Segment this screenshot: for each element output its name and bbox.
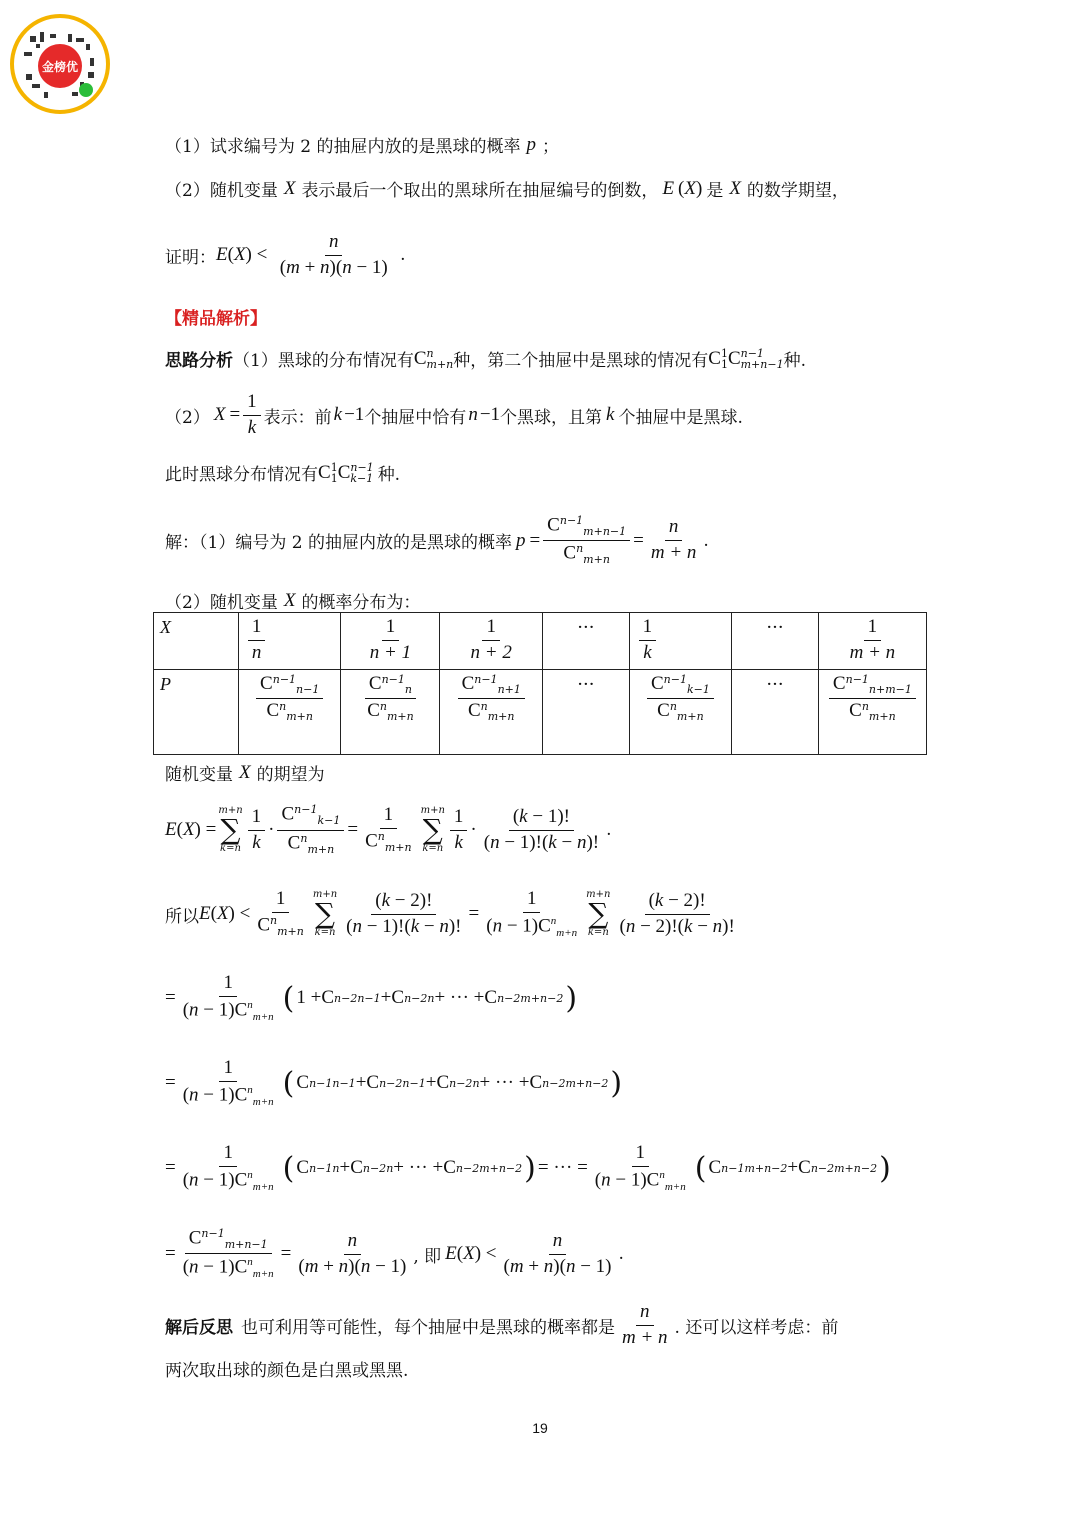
question-1: （1）试求编号为 2 的抽屉内放的是黑球的概率 p ； (165, 133, 559, 157)
table-header-x: X (154, 613, 239, 670)
logo-icon (10, 14, 110, 114)
equation-step-2: = $\frac{1}{(n - 1)C^n_{m+n}}$ ( 1 + C n−2 n−1 + C n−2 n + ··· + C n−2 m+n−2 ) (165, 971, 578, 1023)
table-cell: $\frac{C^{n-1}_{n-1}}{C^n_{m+n}}$ (238, 670, 341, 755)
analysis-line-2: （2） X = $\frac{1}{k}$ 表示：前 k −1 个抽屉中恰有 n −1 个黑球，且第 k 个抽屉中是黑球. (165, 391, 743, 438)
table-row-x (154, 613, 927, 670)
equation-bound-1: 所以 E ( X ) < $\frac{1}{C^n_{m+n}}$ m+n ∑ k=n $\frac{(k - 2)!}{(n - 1)!(k - n)!}$ = $\frac{1}{(n - 1)C^n_{m+n}}$ m+n ∑ k=n $\frac{(k - 2)!}{(n - 2)!(k - n)!}$ (165, 887, 735, 939)
proof-statement: 证明： E(X) < $\frac{n}{(m + n)(n - 1)}$ . (165, 231, 406, 278)
equation-expectation: E ( X ) = m+n ∑ k=n $\frac{1}{k}$ · $\frac{C^{n-1}_{k-1}}{C^n_{m+n}}$ = $\frac{1}{C^n_{m+n}}$ m+n ∑ k=n $\frac{1}{k}$ · $\frac{(k - 1)!}{(n - 1)!(k - n)!}$ . (165, 803, 612, 856)
equation-final: = $\frac{C^{n-1}_{m+n-1}}{(n - 1)C^n_{m+n}}$ = $\frac{n}{(m + n)(n - 1)}$ , 即 E ( X ) < $\frac{n}{(m + n)(n - 1)}$ . (165, 1226, 624, 1281)
table-cell: $\frac{C^{n-1}_{n+m-1}}{C^n_{m+n}}$ (818, 670, 926, 755)
question-2: （2）随机变量 X 表示最后一个取出的黑球所在抽屉编号的倒数， E ( X ) 是 X 的数学期望， (165, 177, 849, 201)
equation-step-3: = $\frac{1}{(n - 1)C^n_{m+n}}$ ( C n−1 n−1 + C n−2 n−1 + C n−2 n + ··· + C n−2 m+n−2 ) (165, 1056, 623, 1108)
reflection-line-2: 两次取出球的颜色是白黑或黑黑. (165, 1361, 409, 1381)
svg-text:金榜优: 金榜优 (41, 60, 79, 74)
table-cell: $\frac{1}{n + 1}$ (341, 613, 440, 670)
solution-part-1: 解：（1）编号为 2 的抽屉内放的是黑球的概率 p = $\frac{C^{n-1}_{m+n-1}}{C^n_{m+n}}$ = $\frac{n}{m + n}$ . (165, 514, 709, 567)
expectation-intro: 随机变量 X 的期望为 (165, 761, 325, 785)
table-cell: $\frac{1}{n}$ (238, 613, 341, 670)
analysis-line-3: 此时黑球分布情况有 C 1 1 C n−1 k−1 种. (165, 460, 401, 485)
table-cell: $\frac{C^{n-1}_{k-1}}{C^n_{m+n}}$ (629, 670, 731, 755)
table-cell: $\frac{1}{n + 2}$ (440, 613, 543, 670)
reflection-line-1: 解后反思 也可利用等可能性，每个抽屉中是黑球的概率都是 $\frac{n}{m + n}$ . 还可以这样考虑：前 (165, 1300, 839, 1348)
distribution-table (153, 612, 927, 755)
table-cell: $\frac{1}{k}$ (629, 613, 731, 670)
table-cell: $\frac{1}{m + n}$ (818, 613, 926, 670)
table-row-p (154, 670, 927, 755)
analysis-line-1: 思路分析 （1）黑球的分布情况有 C n m+n 种，第二个抽屉中是黑球的情况有 C 1 1 C n−1 m+n−1 种. (165, 346, 806, 371)
expectation-EX: E (662, 177, 675, 199)
page-number: 19 (532, 1420, 548, 1436)
table-cell-ellipsis: ··· (732, 670, 819, 755)
logo-qr-badge (10, 14, 110, 114)
table-cell: $\frac{C^{n-1}_n}{C^n_{m+n}}$ (341, 670, 440, 755)
table-cell-ellipsis: ··· (543, 613, 630, 670)
table-header-p: P (154, 670, 239, 755)
equation-step-4: = $\frac{1}{(n - 1)C^n_{m+n}}$ ( C n−1 n + C n−2 n + ··· + C n−2 m+n−2 ) = ··· = $\frac{1}{(n - 1)C^n_{m+n}}$ ( C n−1 m+n−2 + C n−2 m+n−2 ) (165, 1141, 891, 1193)
section-title: 【精品解析】 (165, 309, 267, 329)
solution-part-2: （2）随机变量 X 的概率分布为： (165, 589, 421, 613)
table-cell-ellipsis: ··· (732, 613, 819, 670)
inequality: E(X) < $\frac{n}{(m + n)(n - 1)}$ . (216, 231, 406, 278)
table-cell: $\frac{C^{n-1}_{n+1}}{C^n_{m+n}}$ (440, 670, 543, 755)
table-cell-ellipsis: ··· (543, 670, 630, 755)
